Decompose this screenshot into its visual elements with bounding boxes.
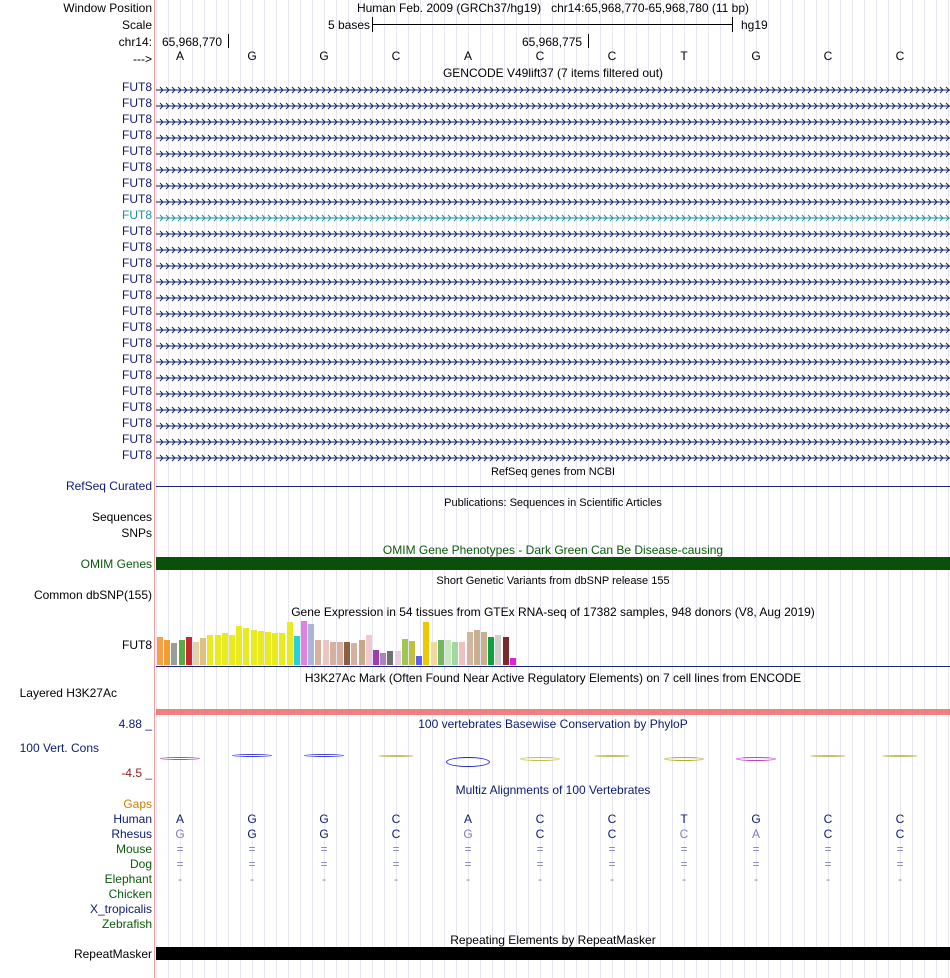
- gencode-gene-label[interactable]: FUT8: [122, 272, 152, 286]
- repeatmasker-track-label[interactable]: RepeatMasker: [73, 947, 152, 961]
- aligned-base: -: [178, 872, 182, 886]
- gencode-gene-label[interactable]: FUT8: [122, 320, 152, 334]
- gtex-tissue-bar[interactable]: [359, 640, 365, 665]
- gencode-gene-label[interactable]: FUT8: [122, 96, 152, 110]
- aligned-base: =: [176, 857, 184, 871]
- gencode-transcript[interactable]: [156, 115, 950, 123]
- aligned-base: C: [607, 827, 617, 841]
- gencode-transcript[interactable]: [156, 291, 950, 299]
- gtex-tissue-bar[interactable]: [351, 643, 357, 665]
- dbsnp-track-title: Short Genetic Variants from dbSNP release 155: [436, 575, 670, 587]
- aligned-base: -: [754, 872, 758, 886]
- ruler-mid-position: 65,968,775: [522, 35, 583, 49]
- gencode-transcript[interactable]: [156, 323, 950, 331]
- gtex-tissue-bar[interactable]: [330, 642, 336, 665]
- strand-label: --->: [133, 52, 152, 66]
- gtex-tissue-bar[interactable]: [409, 641, 415, 665]
- aligned-base: G: [463, 827, 473, 841]
- h3k27ac-signal-bar[interactable]: [156, 709, 950, 715]
- refseq-gene-line[interactable]: [156, 486, 950, 487]
- reference-base: C: [391, 49, 401, 63]
- gencode-transcript[interactable]: [156, 163, 950, 171]
- gencode-transcript[interactable]: [156, 275, 950, 283]
- species-label[interactable]: Zebrafish: [101, 917, 152, 931]
- aligned-base: =: [392, 842, 400, 856]
- gencode-gene-label[interactable]: FUT8: [122, 224, 152, 238]
- snps-track-label[interactable]: SNPs: [121, 526, 152, 540]
- assembly-name: Human Feb. 2009 (GRCh37/hg19): [356, 1, 542, 15]
- gencode-gene-label[interactable]: FUT8: [122, 176, 152, 190]
- aligned-base: =: [320, 857, 328, 871]
- reference-base: T: [680, 49, 688, 63]
- gtex-tissue-bar[interactable]: [287, 622, 293, 665]
- scale-bases-text: 5 bases: [327, 18, 370, 32]
- dbsnp-track-label[interactable]: Common dbSNP(155): [33, 588, 152, 602]
- aligned-base: G: [247, 827, 257, 841]
- reference-base: G: [319, 49, 329, 63]
- gtex-tissue-bar[interactable]: [474, 630, 480, 665]
- gencode-transcript[interactable]: [156, 195, 950, 203]
- species-label[interactable]: Mouse: [115, 842, 152, 856]
- gaps-label: Gaps: [123, 797, 152, 811]
- aligned-base: =: [248, 842, 256, 856]
- gtex-tissue-bar[interactable]: [186, 637, 192, 665]
- gencode-gene-label[interactable]: FUT8: [122, 448, 152, 462]
- gencode-transcript[interactable]: [156, 403, 950, 411]
- species-label[interactable]: Dog: [129, 857, 152, 871]
- phylop-score-mark[interactable]: [882, 755, 918, 757]
- phylop-score-mark[interactable]: [520, 757, 560, 761]
- phylop-score-mark[interactable]: [736, 757, 776, 761]
- gtex-track-label[interactable]: FUT8: [122, 638, 152, 652]
- aligned-base: G: [319, 812, 329, 826]
- h3k27ac-track-label[interactable]: Layered H3K27Ac: [19, 686, 117, 700]
- aligned-base: =: [536, 842, 544, 856]
- gencode-gene-label[interactable]: FUT8: [122, 128, 152, 142]
- gtex-track-title: Gene Expression in 54 tissues from GTEx RNA-seq of 17382 samples, 948 donors (V8, Aug 2019): [291, 605, 815, 619]
- gencode-transcript[interactable]: [156, 259, 950, 267]
- position-range: chr14:65,968,770-65,968,780 (11 bp): [551, 1, 750, 15]
- h3k27ac-track-title: H3K27Ac Mark (Often Found Near Active Regulatory Elements) on 7 cell lines from ENCODE: [304, 671, 802, 685]
- phylop-score-mark[interactable]: [304, 754, 344, 757]
- aligned-base: =: [608, 857, 616, 871]
- gtex-tissue-bar[interactable]: [373, 650, 379, 665]
- aligned-base: G: [319, 827, 329, 841]
- species-label[interactable]: Rhesus: [111, 827, 152, 841]
- aligned-base: -: [250, 872, 254, 886]
- aligned-base: C: [823, 827, 833, 841]
- phylop-score-mark[interactable]: [664, 757, 704, 761]
- gtex-tissue-bar[interactable]: [315, 640, 321, 665]
- gtex-tissue-bar[interactable]: [229, 635, 235, 665]
- aligned-base: =: [464, 857, 472, 871]
- aligned-base: C: [823, 812, 833, 826]
- gencode-transcript[interactable]: [156, 227, 950, 235]
- aligned-base: =: [824, 857, 832, 871]
- reference-base: G: [247, 49, 257, 63]
- gencode-gene-label[interactable]: FUT8: [122, 400, 152, 414]
- gtex-tissue-bar[interactable]: [495, 635, 501, 665]
- gtex-tissue-bar[interactable]: [438, 640, 444, 665]
- gencode-gene-label[interactable]: FUT8: [122, 144, 152, 158]
- gencode-gene-label[interactable]: FUT8: [122, 336, 152, 350]
- gencode-gene-label[interactable]: FUT8: [122, 304, 152, 318]
- aligned-base: G: [751, 812, 761, 826]
- aligned-base: =: [896, 842, 904, 856]
- scale-bar-left-tick: [372, 17, 373, 32]
- gtex-tissue-bar[interactable]: [193, 642, 199, 665]
- gencode-transcript[interactable]: [156, 435, 950, 443]
- publications-track-title: Publications: Sequences in Scientific Articles: [444, 497, 662, 509]
- repeatmasker-bar[interactable]: [156, 947, 950, 960]
- reference-base: C: [607, 49, 617, 63]
- gtex-tissue-bar[interactable]: [510, 658, 516, 665]
- gtex-tissue-bar[interactable]: [308, 624, 314, 665]
- aligned-base: =: [608, 842, 616, 856]
- label-divider: [154, 0, 155, 978]
- aligned-base: C: [895, 827, 905, 841]
- gtex-tissue-bar[interactable]: [431, 642, 437, 665]
- aligned-base: T: [680, 812, 688, 826]
- gtex-tissue-bar[interactable]: [337, 642, 343, 665]
- phylop-score-mark[interactable]: [810, 755, 846, 757]
- gtex-tissue-bar[interactable]: [344, 642, 350, 665]
- phylop-track-title: 100 vertebrates Basewise Conservation by PhyloP: [418, 717, 688, 731]
- aligned-base: C: [391, 827, 401, 841]
- gencode-transcript[interactable]: [156, 147, 950, 155]
- gencode-transcript[interactable]: [156, 307, 950, 315]
- aligned-base: G: [175, 827, 185, 841]
- aligned-base: =: [752, 857, 760, 871]
- gencode-gene-label[interactable]: FUT8: [122, 368, 152, 382]
- chrom-label: chr14:: [118, 35, 152, 49]
- track-data-area[interactable]: [156, 0, 950, 978]
- phylop-ymax-label: 4.88 _: [118, 717, 152, 731]
- aligned-base: C: [535, 812, 545, 826]
- gencode-transcript[interactable]: [156, 179, 950, 187]
- gtex-tissue-bar[interactable]: [243, 628, 249, 665]
- aligned-base: =: [176, 842, 184, 856]
- gencode-transcript[interactable]: [156, 83, 950, 91]
- gtex-tissue-bar[interactable]: [222, 633, 228, 665]
- gencode-transcript[interactable]: [156, 243, 950, 251]
- gtex-tissue-bar[interactable]: [258, 631, 264, 665]
- gtex-tissue-bar[interactable]: [236, 626, 242, 665]
- phylop-track-label[interactable]: 100 Vert. Cons: [19, 741, 99, 755]
- gtex-tissue-bar[interactable]: [395, 651, 401, 665]
- gtex-tissue-bar[interactable]: [366, 635, 372, 665]
- gencode-gene-label[interactable]: FUT8: [122, 160, 152, 174]
- aligned-base: =: [896, 857, 904, 871]
- phylop-score-mark[interactable]: [446, 757, 490, 767]
- species-label[interactable]: Human: [113, 812, 152, 826]
- ruler-mid-tick: [588, 34, 589, 48]
- aligned-base: =: [680, 857, 688, 871]
- gtex-tissue-bar[interactable]: [380, 653, 386, 665]
- aligned-base: =: [752, 842, 760, 856]
- aligned-base: -: [466, 872, 470, 886]
- gtex-baseline: [156, 666, 950, 667]
- phylop-score-mark[interactable]: [378, 755, 414, 757]
- gencode-gene-label[interactable]: FUT8: [122, 416, 152, 430]
- gencode-transcript[interactable]: [156, 339, 950, 347]
- species-label[interactable]: X_tropicalis: [89, 902, 152, 916]
- gtex-tissue-bar[interactable]: [215, 635, 221, 665]
- omim-track-label[interactable]: OMIM Genes: [80, 557, 152, 571]
- gtex-tissue-bar[interactable]: [402, 639, 408, 665]
- omim-gene-bar[interactable]: [156, 557, 950, 570]
- aligned-base: =: [248, 857, 256, 871]
- phylop-score-mark[interactable]: [160, 757, 200, 760]
- ruler-left-tick: [228, 34, 229, 48]
- repeatmasker-track-title: Repeating Elements by RepeatMasker: [450, 933, 656, 947]
- gtex-tissue-bar[interactable]: [503, 637, 509, 665]
- gtex-tissue-bar[interactable]: [279, 633, 285, 665]
- omim-track-title: OMIM Gene Phenotypes - Dark Green Can Be Disease-causing: [382, 543, 724, 557]
- gtex-tissue-bar[interactable]: [459, 642, 465, 665]
- aligned-base: G: [247, 812, 257, 826]
- gencode-gene-label[interactable]: FUT8: [122, 240, 152, 254]
- aligned-base: -: [898, 872, 902, 886]
- reference-base: C: [535, 49, 545, 63]
- aligned-base: C: [391, 812, 401, 826]
- aligned-base: A: [175, 812, 184, 826]
- gencode-transcript[interactable]: [156, 99, 950, 107]
- scale-bar: [372, 24, 733, 25]
- aligned-base: -: [682, 872, 686, 886]
- gencode-transcript[interactable]: [156, 211, 950, 219]
- scale-bar-right-tick: [732, 17, 733, 32]
- refseq-track-title: RefSeq genes from NCBI: [490, 466, 616, 478]
- aligned-base: -: [322, 872, 326, 886]
- gtex-tissue-bar[interactable]: [323, 640, 329, 665]
- aligned-base: =: [320, 842, 328, 856]
- gencode-gene-label[interactable]: FUT8: [122, 256, 152, 270]
- reference-base: A: [175, 49, 184, 63]
- gencode-gene-label[interactable]: FUT8: [122, 352, 152, 366]
- aligned-base: C: [607, 812, 617, 826]
- phylop-score-mark[interactable]: [594, 755, 630, 757]
- gtex-tissue-bar[interactable]: [481, 632, 487, 665]
- gtex-tissue-bar[interactable]: [265, 632, 271, 665]
- aligned-base: A: [463, 812, 472, 826]
- multiz-track-title: Multiz Alignments of 100 Vertebrates: [455, 783, 651, 797]
- aligned-base: =: [680, 842, 688, 856]
- gtex-tissue-bar[interactable]: [294, 636, 300, 665]
- reference-base: C: [895, 49, 905, 63]
- gencode-gene-label[interactable]: FUT8: [122, 80, 152, 94]
- aligned-base: C: [679, 827, 689, 841]
- gtex-tissue-bar[interactable]: [207, 635, 213, 665]
- aligned-base: -: [610, 872, 614, 886]
- gencode-gene-label[interactable]: FUT8: [122, 288, 152, 302]
- gtex-tissue-bar[interactable]: [251, 630, 257, 665]
- gtex-tissue-bar[interactable]: [488, 637, 494, 665]
- gencode-transcript[interactable]: [156, 387, 950, 395]
- scale-label: Scale: [121, 18, 152, 32]
- gencode-gene-label[interactable]: FUT8: [122, 208, 152, 222]
- gencode-gene-label[interactable]: FUT8: [122, 432, 152, 446]
- aligned-base: -: [394, 872, 398, 886]
- ruler-left-position: 65,968,770: [162, 35, 223, 49]
- assembly-position-title: [156, 1, 950, 15]
- gtex-tissue-bar[interactable]: [452, 642, 458, 665]
- gencode-transcript[interactable]: [156, 371, 950, 379]
- aligned-base: -: [538, 872, 542, 886]
- gtex-tissue-bar[interactable]: [301, 621, 307, 665]
- reference-base: G: [751, 49, 761, 63]
- reference-base: A: [463, 49, 472, 63]
- aligned-base: C: [895, 812, 905, 826]
- aligned-base: C: [535, 827, 545, 841]
- aligned-base: =: [824, 842, 832, 856]
- gtex-tissue-bar[interactable]: [157, 637, 163, 665]
- sequences-track-label[interactable]: Sequences: [91, 510, 152, 524]
- gtex-tissue-bar[interactable]: [467, 632, 473, 665]
- species-label[interactable]: Elephant: [104, 872, 152, 886]
- refseq-track-label[interactable]: RefSeq Curated: [65, 479, 152, 493]
- aligned-base: =: [392, 857, 400, 871]
- phylop-ymin-label: -4.5 _: [121, 766, 152, 780]
- gtex-tissue-bar[interactable]: [272, 633, 278, 665]
- gencode-gene-label[interactable]: FUT8: [122, 384, 152, 398]
- gtex-tissue-bar[interactable]: [179, 640, 185, 665]
- aligned-base: =: [536, 857, 544, 871]
- reference-base: C: [823, 49, 833, 63]
- gencode-track-title: GENCODE V49lift37 (7 items filtered out): [442, 66, 664, 80]
- gencode-gene-label[interactable]: FUT8: [122, 192, 152, 206]
- gtex-tissue-bar[interactable]: [423, 622, 429, 665]
- gencode-transcript[interactable]: [156, 419, 950, 427]
- gencode-transcript[interactable]: [156, 451, 950, 459]
- gencode-transcript[interactable]: [156, 355, 950, 363]
- gtex-tissue-bar[interactable]: [200, 638, 206, 665]
- gencode-transcript[interactable]: [156, 131, 950, 139]
- gencode-gene-label[interactable]: FUT8: [122, 112, 152, 126]
- aligned-base: =: [464, 842, 472, 856]
- phylop-score-mark[interactable]: [232, 754, 272, 757]
- species-label[interactable]: Chicken: [108, 887, 152, 901]
- gtex-tissue-bar[interactable]: [164, 640, 170, 665]
- track-label-column: [0, 0, 154, 978]
- gtex-tissue-bar[interactable]: [387, 651, 393, 665]
- scale-db-text: hg19: [741, 18, 768, 32]
- aligned-base: -: [826, 872, 830, 886]
- gtex-tissue-bar[interactable]: [416, 656, 422, 665]
- gtex-tissue-bar[interactable]: [171, 643, 177, 665]
- window-position-label: Window Position: [63, 1, 152, 15]
- gtex-tissue-bar[interactable]: [445, 640, 451, 665]
- aligned-base: A: [751, 827, 760, 841]
